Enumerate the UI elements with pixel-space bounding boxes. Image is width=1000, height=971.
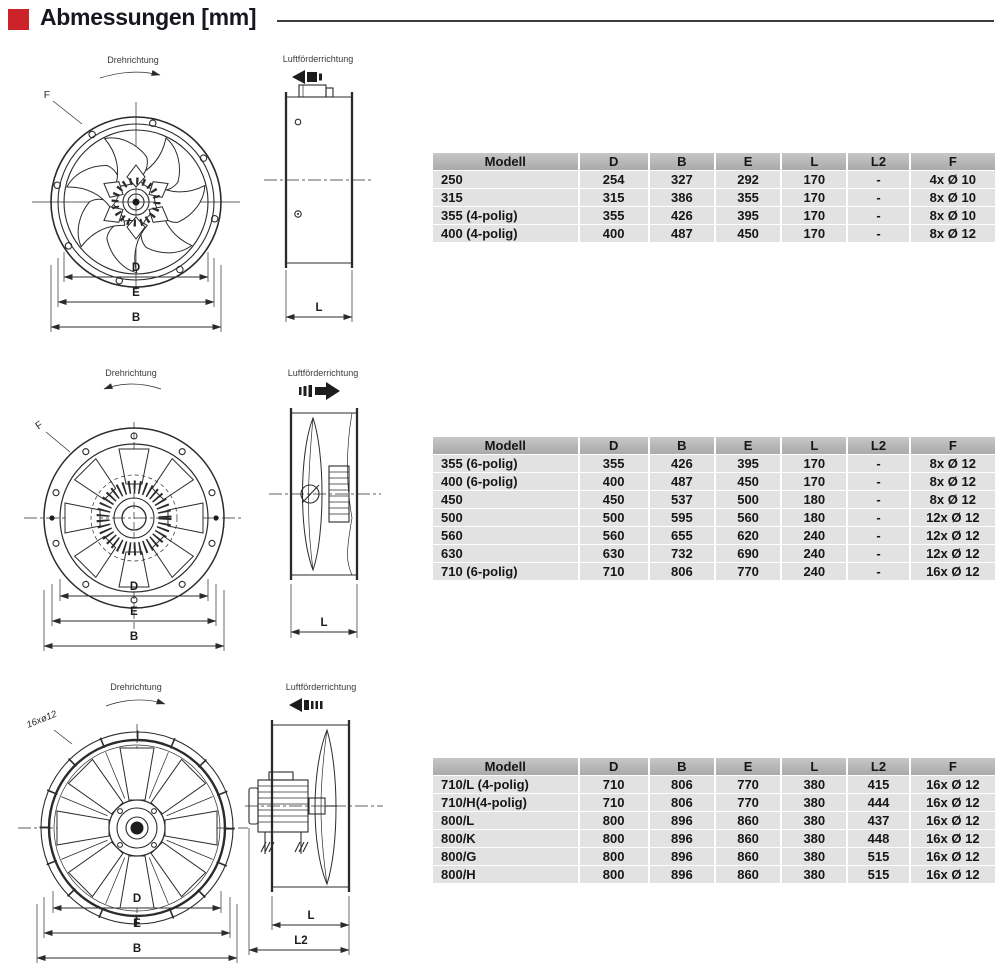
table-row: [433, 473, 995, 490]
table-row: [433, 812, 995, 829]
value-cell: 240: [782, 563, 846, 580]
value-cell: 560: [580, 527, 648, 544]
model-cell: 630: [433, 545, 578, 562]
model-cell: 355 (4-polig): [433, 207, 578, 224]
table-row: [433, 455, 995, 472]
value-cell: 537: [650, 491, 714, 508]
value-cell: 180: [782, 509, 846, 526]
value-cell: 896: [650, 812, 714, 829]
model-cell: 710 (6-polig): [433, 563, 578, 580]
table-row: [433, 171, 995, 188]
value-cell: 170: [782, 171, 846, 188]
value-cell: 170: [782, 207, 846, 224]
value-cell: 8x Ø 12: [911, 455, 995, 472]
column-header: L: [782, 153, 846, 170]
fan-side-view-2: [255, 364, 390, 666]
value-cell: 437: [848, 812, 908, 829]
dim-e-label: E: [132, 287, 140, 299]
value-cell: 860: [716, 830, 780, 847]
value-cell: 380: [782, 866, 846, 883]
column-header: B: [650, 153, 714, 170]
table-row: [433, 207, 995, 224]
model-cell: 400 (4-polig): [433, 225, 578, 242]
value-cell: 240: [782, 545, 846, 562]
value-cell: 292: [716, 171, 780, 188]
value-cell: 395: [716, 455, 780, 472]
value-cell: 500: [580, 509, 648, 526]
model-cell: 250: [433, 171, 578, 188]
value-cell: 380: [782, 776, 846, 793]
table-row: [433, 563, 995, 580]
dimension-l: [291, 584, 357, 638]
value-cell: 4x Ø 10: [911, 171, 995, 188]
airflow-label: Luftförderrichtung: [282, 54, 354, 64]
value-cell: 16x Ø 12: [911, 563, 995, 580]
model-cell: 315: [433, 189, 578, 206]
fan-front-view-1: [30, 50, 242, 348]
fan-side-view-1: [252, 50, 384, 348]
value-cell: 515: [848, 866, 908, 883]
column-header: Modell: [433, 153, 578, 170]
value-cell: 515: [848, 848, 908, 865]
column-header: B: [650, 758, 714, 775]
value-cell: -: [848, 563, 908, 580]
dim-d-label: D: [132, 893, 142, 905]
value-cell: 710: [580, 563, 648, 580]
value-cell: 896: [650, 830, 714, 847]
table-row: [433, 509, 995, 526]
model-cell: 560: [433, 527, 578, 544]
value-cell: 800: [580, 866, 648, 883]
value-cell: 426: [650, 455, 714, 472]
value-cell: 487: [650, 473, 714, 490]
table-header-row: [433, 437, 995, 454]
value-cell: 12x Ø 12: [911, 509, 995, 526]
value-cell: 630: [580, 545, 648, 562]
value-cell: 355: [580, 207, 648, 224]
value-cell: -: [848, 189, 908, 206]
dimension-l: [272, 896, 349, 930]
value-cell: -: [848, 527, 908, 544]
airflow-label: Luftförderrichtung: [285, 682, 357, 692]
value-cell: 770: [716, 794, 780, 811]
column-header: F: [911, 153, 995, 170]
column-header: D: [580, 153, 648, 170]
value-cell: 380: [782, 812, 846, 829]
table-row: [433, 794, 995, 811]
value-cell: 860: [716, 812, 780, 829]
terminal-box: [299, 85, 333, 97]
value-cell: 444: [848, 794, 908, 811]
value-cell: 386: [650, 189, 714, 206]
blade-profile: [309, 730, 337, 884]
value-cell: 400: [580, 473, 648, 490]
airflow-arrow-right: [299, 382, 340, 400]
column-header: Modell: [433, 437, 578, 454]
column-header: D: [580, 758, 648, 775]
value-cell: 655: [650, 527, 714, 544]
value-cell: 16x Ø 12: [911, 776, 995, 793]
value-cell: 800: [580, 848, 648, 865]
value-cell: 800: [580, 812, 648, 829]
dimensions-table-3: [431, 757, 997, 884]
value-cell: 16x Ø 12: [911, 866, 995, 883]
column-header: Modell: [433, 758, 578, 775]
column-header: B: [650, 437, 714, 454]
dim-l2-label: L2: [294, 935, 308, 947]
value-cell: 448: [848, 830, 908, 847]
model-cell: 800/K: [433, 830, 578, 847]
fan-front-view-2: [18, 364, 250, 666]
value-cell: 380: [782, 830, 846, 847]
column-header: E: [716, 153, 780, 170]
model-cell: 800/H: [433, 866, 578, 883]
value-cell: 16x Ø 12: [911, 812, 995, 829]
dim-b-label: B: [129, 631, 139, 643]
rotation-label: Drehrichtung: [107, 55, 159, 65]
dim-d-label: D: [131, 262, 141, 274]
rotation-arrow: [104, 384, 161, 389]
value-cell: 770: [716, 563, 780, 580]
value-cell: 426: [650, 207, 714, 224]
fan-front-view-3: [10, 678, 252, 971]
table-row: [433, 189, 995, 206]
dimension-f-callout: [44, 89, 82, 124]
rotation-label: Drehrichtung: [110, 682, 162, 692]
value-cell: 8x Ø 10: [911, 189, 995, 206]
value-cell: -: [848, 455, 908, 472]
column-header: L2: [848, 758, 908, 775]
model-cell: 710/L (4-polig): [433, 776, 578, 793]
value-cell: 16x Ø 12: [911, 848, 995, 865]
value-cell: 8x Ø 12: [911, 491, 995, 508]
column-header: E: [716, 758, 780, 775]
value-cell: 896: [650, 848, 714, 865]
column-header: L: [782, 758, 846, 775]
value-cell: 595: [650, 509, 714, 526]
dimensions-table-1: [431, 152, 997, 243]
column-header: E: [716, 437, 780, 454]
value-cell: 380: [782, 848, 846, 865]
motor: [249, 772, 308, 854]
value-cell: -: [848, 509, 908, 526]
dimensions-table-2: [431, 436, 997, 581]
table-row: [433, 848, 995, 865]
value-cell: -: [848, 171, 908, 188]
table-row: [433, 545, 995, 562]
dim-b-label: B: [131, 312, 141, 324]
bolt-note-label: 16xø12: [25, 708, 59, 731]
column-header: L2: [848, 437, 908, 454]
model-cell: 800/L: [433, 812, 578, 829]
value-cell: -: [848, 491, 908, 508]
value-cell: 400: [580, 225, 648, 242]
column-header: F: [911, 758, 995, 775]
dim-f-label: F: [43, 89, 51, 101]
value-cell: 487: [650, 225, 714, 242]
dim-l-label: L: [315, 302, 323, 314]
value-cell: 710: [580, 794, 648, 811]
value-cell: 240: [782, 527, 846, 544]
hub: [109, 800, 165, 856]
value-cell: 16x Ø 12: [911, 794, 995, 811]
column-header: F: [911, 437, 995, 454]
value-cell: -: [848, 545, 908, 562]
bolt-count-callout: [25, 708, 72, 744]
value-cell: 450: [716, 473, 780, 490]
airflow-arrow-left: [289, 698, 323, 712]
value-cell: 16x Ø 12: [911, 830, 995, 847]
airflow-label: Luftförderrichtung: [287, 368, 359, 378]
value-cell: 355: [580, 455, 648, 472]
table-row: [433, 491, 995, 508]
value-cell: 12x Ø 12: [911, 527, 995, 544]
table-row: [433, 776, 995, 793]
screw-details: [295, 119, 301, 217]
column-header: D: [580, 437, 648, 454]
header-rule: [277, 20, 994, 22]
value-cell: 770: [716, 776, 780, 793]
value-cell: 8x Ø 12: [911, 225, 995, 242]
fan-side-view-3: [245, 678, 387, 971]
value-cell: -: [848, 207, 908, 224]
value-cell: 806: [650, 563, 714, 580]
model-cell: 450: [433, 491, 578, 508]
value-cell: 254: [580, 171, 648, 188]
value-cell: 560: [716, 509, 780, 526]
model-cell: 710/H(4-polig): [433, 794, 578, 811]
value-cell: 327: [650, 171, 714, 188]
value-cell: 315: [580, 189, 648, 206]
value-cell: 620: [716, 527, 780, 544]
rotation-label: Drehrichtung: [105, 368, 157, 378]
column-header: L: [782, 437, 846, 454]
value-cell: 896: [650, 866, 714, 883]
dim-l-label: L: [320, 617, 328, 629]
value-cell: 170: [782, 225, 846, 242]
dim-l-label: L: [307, 910, 315, 922]
value-cell: 800: [580, 830, 648, 847]
dimension-l: [286, 270, 352, 322]
table-row: [433, 866, 995, 883]
value-cell: 355: [716, 189, 780, 206]
value-cell: 170: [782, 189, 846, 206]
value-cell: 415: [848, 776, 908, 793]
value-cell: 395: [716, 207, 780, 224]
value-cell: 180: [782, 491, 846, 508]
value-cell: 450: [580, 491, 648, 508]
dim-b-label: B: [132, 943, 142, 955]
airflow-arrow-left: [292, 70, 322, 84]
table-header-row: [433, 758, 995, 775]
table-row: [433, 527, 995, 544]
dim-d-label: D: [129, 581, 139, 593]
value-cell: 860: [716, 848, 780, 865]
model-cell: 355 (6-polig): [433, 455, 578, 472]
value-cell: 860: [716, 866, 780, 883]
value-cell: -: [848, 473, 908, 490]
section-bullet: [8, 9, 29, 30]
column-header: L2: [848, 153, 908, 170]
rotation-arrow: [100, 72, 160, 78]
dim-e-label: E: [133, 918, 141, 930]
model-cell: 800/G: [433, 848, 578, 865]
value-cell: 806: [650, 794, 714, 811]
rotation-arrow: [106, 700, 165, 706]
value-cell: 732: [650, 545, 714, 562]
value-cell: 500: [716, 491, 780, 508]
model-cell: 400 (6-polig): [433, 473, 578, 490]
value-cell: 710: [580, 776, 648, 793]
dim-f-label: F: [33, 418, 46, 433]
value-cell: 806: [650, 776, 714, 793]
model-cell: 500: [433, 509, 578, 526]
value-cell: 170: [782, 455, 846, 472]
value-cell: 690: [716, 545, 780, 562]
value-cell: 170: [782, 473, 846, 490]
dimension-f-callout: [33, 419, 70, 452]
table-row: [433, 225, 995, 242]
page-title: Abmessungen [mm]: [40, 4, 257, 30]
value-cell: 8x Ø 10: [911, 207, 995, 224]
table-row: [433, 830, 995, 847]
value-cell: 12x Ø 12: [911, 545, 995, 562]
table-header-row: [433, 153, 995, 170]
value-cell: 8x Ø 12: [911, 473, 995, 490]
value-cell: -: [848, 225, 908, 242]
value-cell: 450: [716, 225, 780, 242]
dim-e-label: E: [130, 606, 138, 618]
value-cell: 380: [782, 794, 846, 811]
